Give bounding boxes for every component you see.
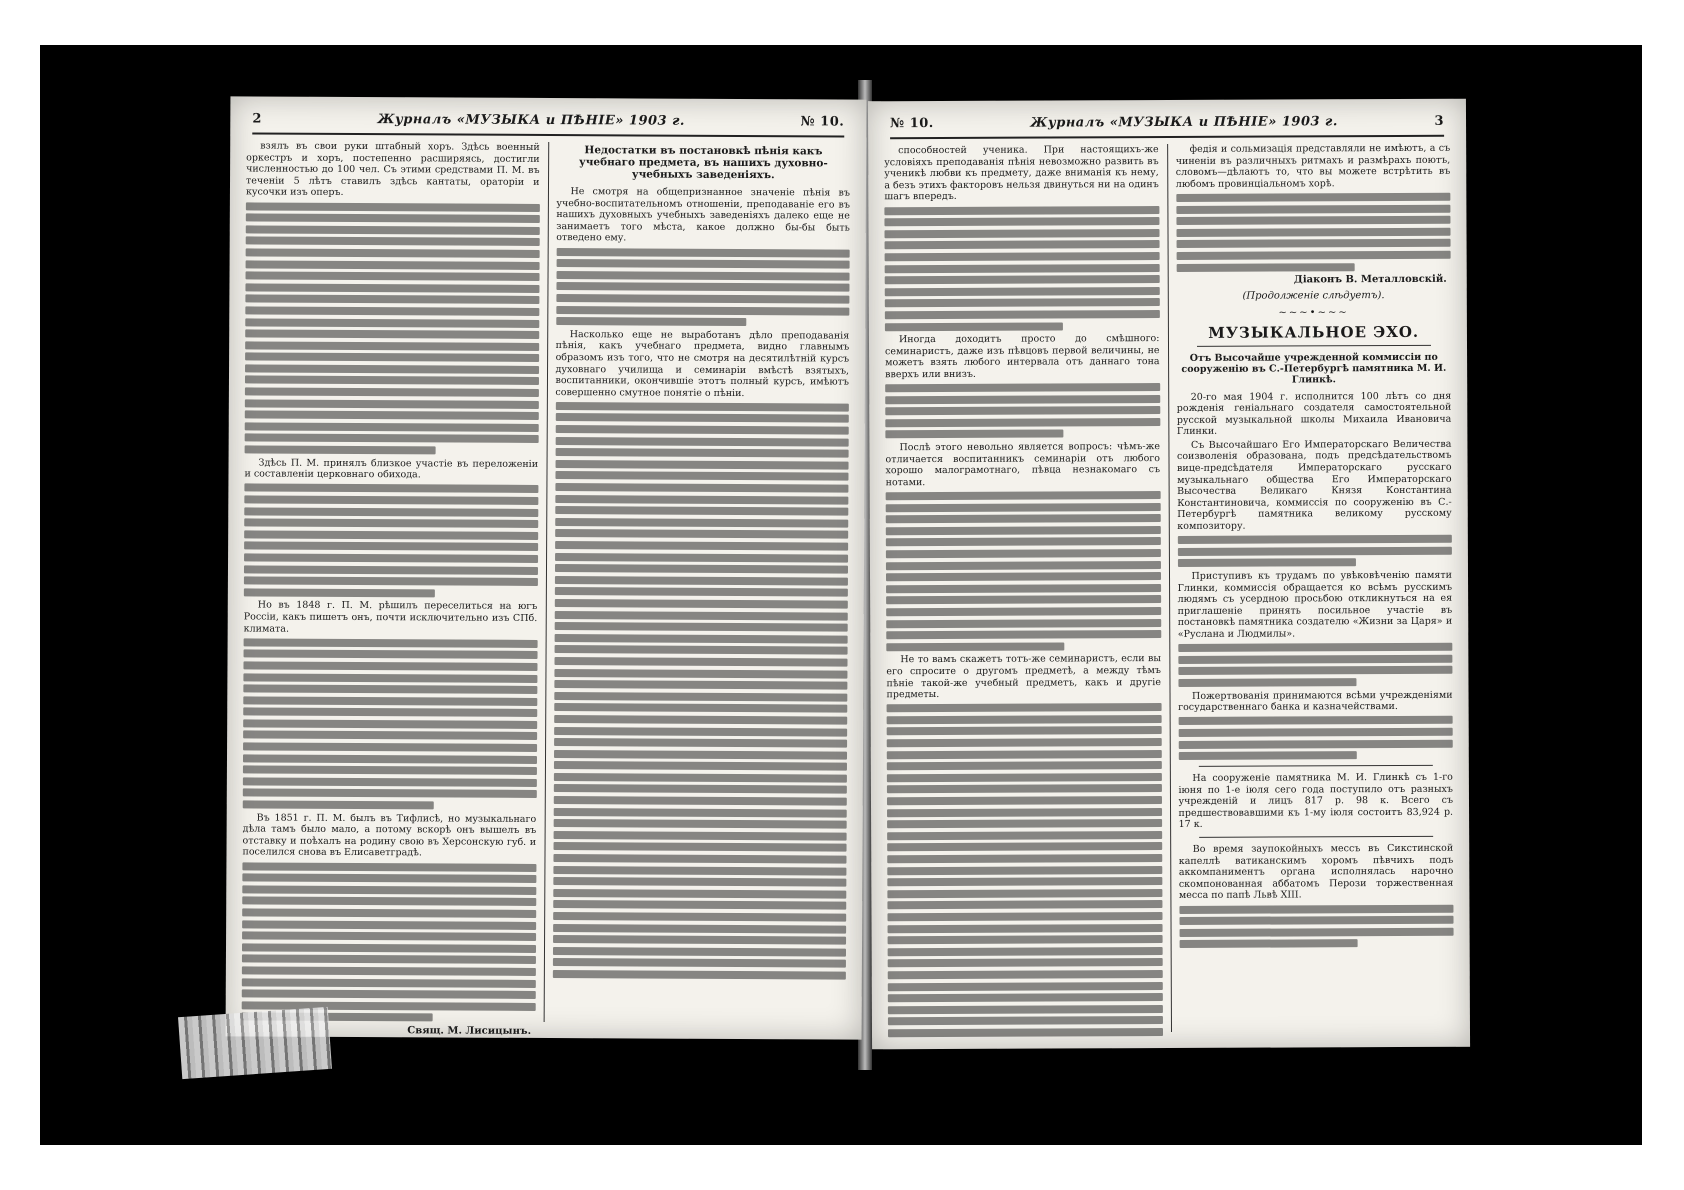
text-line [553,761,847,771]
text-line [886,549,1161,558]
news-paragraph: Приступивъ къ трудамъ по увѣковѣченію памяти Глинки, коммиссія обращается ко всѣмъ русскимъ людямъ съ усердною просьбою откликнуться на ея приглашеніе принять посильное участіе въ постановкѣ памятника создателю «Жизни за Царя» и «Руслана и Людмилы». [1177,569,1453,640]
paragraph: взялъ въ свои руки штабный хоръ. Здѣсь военный оркестръ и хоръ, постепенно расширяясь, достигли численностью до 100 чел. Съ этими средствами П. М. въ теченіи 5 лѣтъ ставилъ здѣсь кантаты, ораторіи и кусочки изъ оперъ. [245,140,540,199]
text-line [244,484,538,494]
right-issue-number: № 10. [889,115,934,131]
text-line [243,673,537,683]
right-columns [884,143,1454,1033]
ornament-divider: ~~~•~~~ [1278,307,1349,319]
text-line [243,685,537,695]
text-line [555,437,849,447]
text-line [1178,728,1453,737]
text-line [1176,193,1451,202]
text-line [245,364,539,374]
right-running-head [890,111,1444,139]
paragraph: федія и сольмизація представляли не имѣютъ, а съ чиненіи въ различныхъ ритмахъ и размѣрахъ поютъ, словомъ—дѣлаютъ то, что вы можете встрѣтить въ любомъ провинціальномъ хорѣ. [1175,142,1451,190]
text-line [246,214,540,224]
text-line [555,460,849,470]
text-line [553,842,847,852]
text-line [242,932,536,942]
text-line [246,202,540,212]
text-line [245,434,539,444]
text-line [1176,216,1451,225]
text-line [245,330,539,340]
text-line [554,727,848,737]
text-line [244,530,538,540]
text-line [555,506,849,516]
text-line [242,978,536,988]
text-line [245,411,539,421]
text-line [555,448,849,458]
text-line [887,912,1162,921]
text-line [554,599,848,609]
right-page-number: 3 [1434,113,1445,129]
library-stamp [178,1007,332,1079]
text-line [553,924,847,934]
text-line [554,657,848,667]
text-line [886,537,1161,546]
text-line [1178,678,1356,687]
text-line [242,943,536,953]
text-line [553,796,847,806]
text-line [244,638,538,648]
text-line [246,237,540,247]
left-issue-number: № 10. [800,113,845,130]
text-line [553,819,847,829]
text-line [556,271,850,281]
text-line [243,708,537,718]
text-line [554,564,848,574]
text-line [886,607,1161,616]
text-line [244,542,538,552]
text-line [243,696,537,706]
left-page-number: 2 [252,110,262,127]
news-rule [1199,836,1434,838]
text-line [888,982,1163,991]
section-heading: МУЗЫКАЛЬНОЕ ЭХО. [1208,322,1420,342]
heading-rule [1197,344,1432,346]
news-paragraph: На сооруженіе памятника М. И. Глинкѣ съ 1-го іюня по 1-е іюля сего года поступило отъ разныхъ учрежденій и лицъ 817 р. 98 к. Всего съ предшествовавшими къ 1-му іюля состоитъ 83,924 р. 17 к. [1178,771,1454,831]
text-line [888,993,1163,1002]
text-line [556,306,850,316]
left-signature: Свящ. М. Лисицынъ. [407,1025,532,1037]
text-line [245,341,539,351]
text-line [554,703,848,713]
text-line [244,650,538,660]
text-line [887,808,1162,817]
text-line [243,800,434,809]
text-line [556,294,850,304]
text-line [246,272,540,282]
text-line [1179,940,1357,949]
text-line [552,958,846,968]
text-line [556,248,850,258]
text-line [1179,928,1454,937]
text-line [555,483,849,493]
text-line [1179,916,1454,925]
text-line [885,322,1063,331]
text-line [243,789,537,799]
text-line [553,889,847,899]
text-line [1179,904,1454,913]
column-rule [1167,144,1172,1032]
text-line [245,283,539,293]
text-line [242,920,536,930]
text-line [243,766,537,776]
text-line [888,935,1163,944]
text-line [884,206,1159,215]
text-line [886,619,1161,628]
text-line [886,514,1161,523]
text-line [1177,547,1452,556]
text-line [553,831,847,841]
text-line [885,383,1160,392]
text-line [887,866,1162,875]
text-line [1176,239,1451,248]
text-line [244,519,538,529]
text-line [887,773,1162,782]
text-line [552,970,846,980]
text-line [554,715,848,725]
text-line [244,553,538,563]
text-line [244,565,538,575]
text-line [888,1016,1163,1025]
text-line [556,317,747,326]
text-line [554,611,848,621]
text-line [554,680,848,690]
text-line [243,742,537,752]
text-line [884,229,1159,238]
text-line [242,908,536,918]
right-page [868,99,1470,1050]
text-line [887,715,1162,724]
text-line [245,295,539,305]
text-line [245,445,436,454]
text-line [242,862,536,872]
text-line [552,947,846,957]
text-line [886,572,1161,581]
text-line [887,819,1162,828]
text-line [554,576,848,586]
text-line [886,503,1161,512]
news-rule [1198,765,1433,767]
text-line [887,738,1162,747]
text-line [245,353,539,363]
text-line [1178,666,1453,675]
text-line [555,414,849,424]
text-line [553,900,847,910]
text-line [553,808,847,818]
text-line [885,287,1160,296]
text-line [886,595,1161,604]
text-line [243,777,537,787]
text-line [886,584,1161,593]
text-line [888,970,1163,979]
news-paragraph: Съ Высочайшаго Его Императорскаго Величества соизволенія образована, подъ предсѣдательствомъ вице-предсѣдателя Императорскаго русскаго музыкальнаго общества Его Императорскаго Высочества Великаго Князя Константина Константиновича, коммиссія по сооруженію въ С.-Петербургѣ памятника великому русскому композитору. [1176,438,1452,532]
continued-note: (Продолженіе слѣдуетъ). [1242,289,1385,302]
text-line [245,422,539,432]
text-line [888,924,1163,933]
text-line [555,425,849,435]
text-line [245,387,539,397]
text-line [245,376,539,386]
text-line [242,897,536,907]
text-line [1178,739,1453,748]
left-page [226,96,867,1039]
text-line [1176,263,1354,272]
paragraph: Послѣ этого невольно является вопросъ: чѣмъ-же отличается воспитанникъ семинаріи отъ любого хорошо малограмотнаго, пѣвца незнакомаго съ нотами. [885,441,1161,489]
text-line [245,399,539,409]
text-line [888,947,1163,956]
text-line [554,750,848,760]
text-line [553,773,847,783]
text-line [246,260,540,270]
left-column-2 [552,142,850,1024]
text-line [886,526,1161,535]
text-line [887,889,1162,898]
text-line [1176,251,1451,260]
text-line [1178,643,1453,652]
text-line [553,854,847,864]
text-line [244,507,538,517]
text-line [242,966,536,976]
text-line [885,418,1160,427]
news-paragraph: Во время заупокойныхъ мессъ въ Сикстинской капеллѣ ватиканскимъ хоромъ пѣвчихъ подъ аккомпаниментъ органа исполнялась нарочно скомпонованная аббатомъ Перози торжественная месса по папѣ Львѣ XIII. [1178,842,1454,902]
text-line [553,785,847,795]
text-line [1178,716,1453,725]
text-line [1177,535,1452,544]
text-line [246,225,540,235]
text-line [887,842,1162,851]
text-line [887,796,1162,805]
news-paragraph: Пожертвованія принимаются всѣми учрежденіями государственнаго банка и казначействами. [1178,689,1453,714]
text-line [245,318,539,328]
right-column-1 [884,144,1162,1033]
text-line [888,958,1163,967]
text-line [885,310,1160,319]
text-line [885,240,1160,249]
left-column-1 [242,140,540,1037]
text-line [885,395,1160,404]
left-running-head [252,108,844,137]
text-line [887,854,1162,863]
text-line [242,885,536,895]
text-line [554,692,848,702]
text-line [245,306,539,316]
paragraph: Не смотря на общепризнанное значеніе пѣнія въ учебно-воспитательномъ отношеніи, преподаваніе его въ нашихъ духовныхъ учебныхъ заведеніяхъ далеко еще не занимаетъ того мѣста, какое должно бы-бы быть отведено ему. [556,186,850,244]
left-columns [242,140,851,1037]
text-line [555,495,849,505]
text-line [555,529,849,539]
text-line [886,491,1161,500]
text-line [885,406,1160,415]
text-line [886,561,1161,570]
article-heading: Недостатки въ постановкѣ пѣнія какъ учебнаго предмета, въ нашихъ духовно-учебныхъ заведеніяхъ. [579,144,828,182]
text-line [555,553,849,563]
text-line [887,703,1162,712]
text-line [242,955,536,965]
text-line [242,990,536,1000]
text-line [554,587,848,597]
text-line [887,784,1162,793]
text-line [554,622,848,632]
text-line [886,630,1161,639]
text-line [1178,655,1453,664]
paragraph: Но въ 1848 г. П. М. рѣшилъ переселиться на югъ Россіи, какъ пишетъ онъ, почти исключительно изъ СПб. климата. [243,599,538,635]
paragraph: Въ 1851 г. П. М. былъ въ Тифлисѣ, но музыкальнаго дѣла тамъ было мало, а потому вскорѣ онъ вышелъ въ отставку и поѣхалъ на родину свою въ Херсонскую губ. и поселился снова въ Елисаветградѣ. [242,812,537,859]
text-line [243,731,537,741]
text-line [555,471,849,481]
text-line [886,642,1064,651]
text-line [244,495,538,505]
text-line [1177,559,1355,568]
left-journal-title: Журналъ «МУЗЫКА и ПѢНІЕ» 1903 г. [377,111,686,129]
text-line [554,738,848,748]
text-line [244,588,435,597]
text-line [554,669,848,679]
text-line [243,719,537,729]
text-line [242,874,536,884]
text-line [243,754,537,764]
text-line [244,577,538,587]
text-line [887,877,1162,886]
right-journal-title: Журналъ «МУЗЫКА и ПѢНІЕ» 1903 г. [1030,113,1338,131]
text-line [887,761,1162,770]
text-line [885,264,1160,273]
text-line [555,518,849,528]
text-line [555,402,849,412]
text-line [554,645,848,655]
news-paragraph: 20-го мая 1904 г. исполнится 100 лѣтъ со дня рожденія геніальнаго создателя самостоятельной русской музыкальной школы Михаила Ивановича Глинки. [1176,390,1452,438]
right-signature: Діаконъ В. Металловскій. [1293,273,1447,286]
text-line [885,252,1160,261]
text-line [246,248,540,258]
text-line [888,1005,1163,1014]
text-line [553,866,847,876]
text-line [1176,204,1451,213]
text-line [553,912,847,922]
column-rule [543,142,549,1022]
text-line [555,541,849,551]
text-line [243,661,537,671]
paragraph: способностей ученика. При настоящихъ-же условіяхъ преподаванія пѣнія невозможно развить въ ученикѣ любви къ предмету, даже вниманія къ нему, а безъ этихъ факторовъ нельзя двинуться ни на одинъ шагъ впередъ. [884,144,1159,203]
text-line [887,727,1162,736]
sub-heading: Отъ Высочайше учрежденной коммиссіи по сооруженію въ С.-Петербургѣ памятника М. И. Глинкѣ. [1181,351,1447,385]
text-line [887,750,1162,759]
text-line [556,282,850,292]
text-line [884,217,1159,226]
text-line [553,935,847,945]
text-line [1178,751,1356,760]
text-line [885,430,1063,439]
text-line [888,1028,1163,1037]
text-line [885,298,1160,307]
text-line [553,877,847,887]
text-line [887,831,1162,840]
paragraph: Иногда доходитъ просто до смѣшного: семинаристъ, даже изъ пѣвцовъ первой величины, не можетъ взять любого интервала отъ даннаго тона вверхъ или внизъ. [885,333,1160,381]
text-line [1176,228,1451,237]
paragraph: Здѣсь П. М. принялъ близкое участіе въ переложеніи и составленіи церковнаго обихода. [244,457,539,481]
paragraph: Не то вамъ скажетъ тотъ-же семинаристъ, если вы его спросите о другомъ предметѣ, а между тѣмъ пѣніе такой-же учебный предметъ, какъ и другіе предметы. [886,653,1161,701]
right-column-2 [1176,143,1454,1032]
text-line [887,900,1162,909]
text-line [554,634,848,644]
text-line [556,259,850,269]
text-line [885,275,1160,284]
paragraph: Насколько еще не выработанъ дѣло преподаванія пѣнія, какъ учебнаго предмета, видно главнымъ образомъ изъ того, что не смотря на десятилѣтній курсъ духовнаго училища и семинаріи вмѣстѣ взятыхъ, воспитанники, окончившіе этотъ полный курсъ, имѣютъ совершенно смутное понятіе о пѣніи. [555,328,850,399]
